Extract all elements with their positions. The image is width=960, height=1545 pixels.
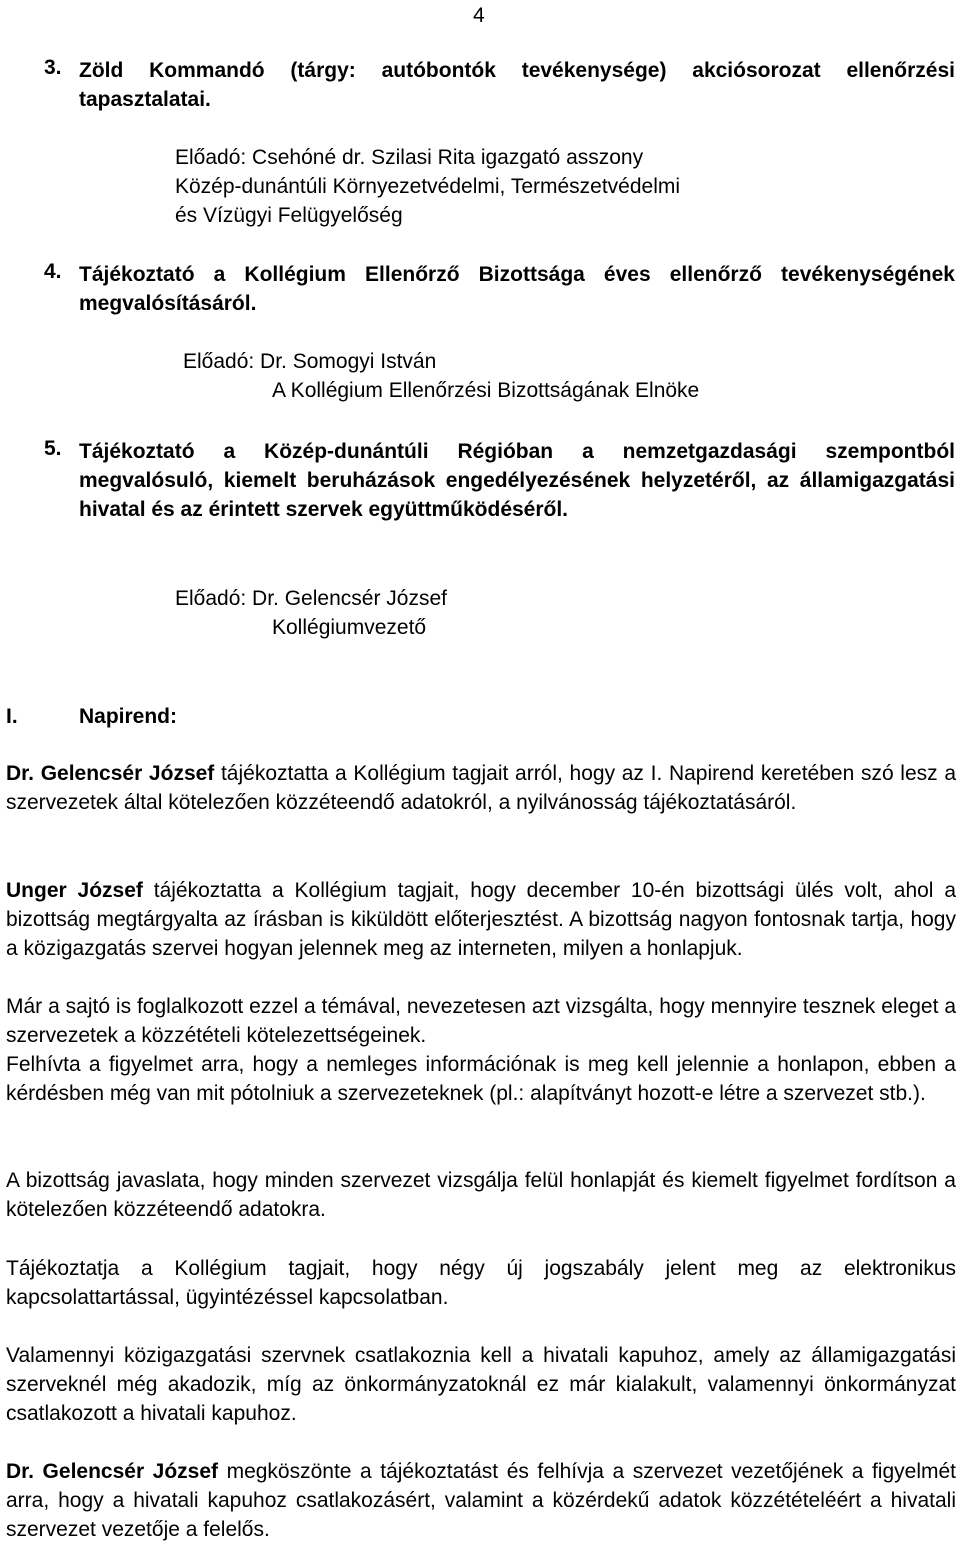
paragraph-text: A bizottság javaslata, hogy minden szervezet vizsgálja felül honlapját és kiemelt figyelmet fordítson a kötelezően közzéteendő adatokra. [6, 1169, 956, 1221]
agenda-number: 4. [44, 260, 62, 283]
presenter-line: és Vízügyi Felügyelőség [175, 204, 403, 227]
presenter-line: A Kollégium Ellenőrzési Bizottságának Elnöke [272, 379, 700, 402]
paragraph [6, 1457, 956, 1544]
page-number: 4 [473, 4, 485, 27]
paragraph [6, 1341, 956, 1428]
section-label: Napirend: [79, 705, 178, 728]
paragraph [6, 1166, 956, 1224]
paragraph [6, 992, 956, 1050]
presenter-line: Előadó: Dr. Gelencsér József [175, 587, 447, 610]
paragraph-text: Valamennyi közigazgatási szervnek csatlakoznia kell a hivatali kapuhoz, amely az államigazgatási szerveknél még akadozik, míg az önkormányzatoknál ez már kialakult, valamennyi önkormányzat csatlakozott a hivatali kapuhoz. [6, 1344, 956, 1425]
speaker-name: Dr. Gelencsér József [6, 1460, 219, 1483]
presenter-line: Kollégiumvezető [272, 616, 427, 639]
agenda-presenter [175, 584, 447, 642]
paragraph-text: tájékoztatta a Kollégium tagjait arról, hogy az I. Napirend keretében szó lesz a szervezetek által kötelezően közzéteendő adatokról, a nyilvánosság tájékoztatásáról. [6, 762, 956, 814]
speaker-name: Dr. Gelencsér József [6, 762, 215, 785]
paragraph-text: Felhívta a figyelmet arra, hogy a nemleges információnak is meg kell jelennie a honlapon, ebben a kérdésben még van mit pótolniuk a szervezeteknek (pl.: alapítványt hozott-e létre a szervezet stb.). [6, 1053, 956, 1105]
agenda-number: 3. [44, 56, 62, 79]
paragraph-text: Tájékoztatja a Kollégium tagjait, hogy négy új jogszabály jelent meg az elektronikus kapcsolattartással, ügyintézéssel kapcsolatban. [6, 1257, 956, 1309]
paragraph-text: tájékoztatta a Kollégium tagjait, hogy december 10-én bizottsági ülés volt, ahol a bizottság megtárgyalta az írásban is kiküldött előterjesztést. A bizottság nagyon fontosnak tartja, hogy a közigazgatás szervei hogyan jelennek meg az interneten, milyen a honlapjuk. [6, 879, 956, 960]
paragraph-text: Már a sajtó is foglalkozott ezzel a témával, nevezetesen azt vizsgálta, hogy mennyire tesznek eleget a szervezetek a közzétételi kötelezettségeinek. [6, 995, 956, 1047]
paragraph [6, 759, 956, 817]
agenda-presenter [175, 143, 680, 230]
presenter-line: Előadó: Dr. Somogyi István [183, 350, 437, 373]
agenda-number: 5. [44, 437, 62, 460]
paragraph [6, 1050, 956, 1108]
presenter-line: Előadó: Csehóné dr. Szilasi Rita igazgató asszony [175, 146, 644, 169]
agenda-title: Zöld Kommandó (tárgy: autóbontók tevékenysége) akciósorozat ellenőrzési tapasztalatai. [79, 59, 955, 111]
agenda-presenter [183, 347, 699, 405]
paragraph-text: megköszönte a tájékoztatást és felhívja a szervezet vezetőjének a figyelmét arra, hogy a hivatali kapuhoz csatlakozásért, valamint a közérdekű adatok közzétételéért a hivatali szervezet vezetője a felelős. [6, 1460, 957, 1541]
paragraph [6, 1254, 956, 1312]
section-number: I. [6, 705, 18, 728]
agenda-title: Tájékoztató a Közép-dunántúli Régióban a nemzetgazdasági szempontból megvalósuló, kiemelt beruházások engedélyezésének helyzetéről, az államigazgatási hivatal és az érintett szervek együttműködéséről. [79, 440, 955, 521]
paragraph [6, 876, 956, 963]
agenda-title: Tájékoztató a Kollégium Ellenőrző Bizottsága éves ellenőrző tevékenységének megvalósításáról. [79, 263, 955, 315]
presenter-line: Közép-dunántúli Környezetvédelmi, Természetvédelmi [175, 175, 681, 198]
speaker-name: Unger József [6, 879, 143, 902]
